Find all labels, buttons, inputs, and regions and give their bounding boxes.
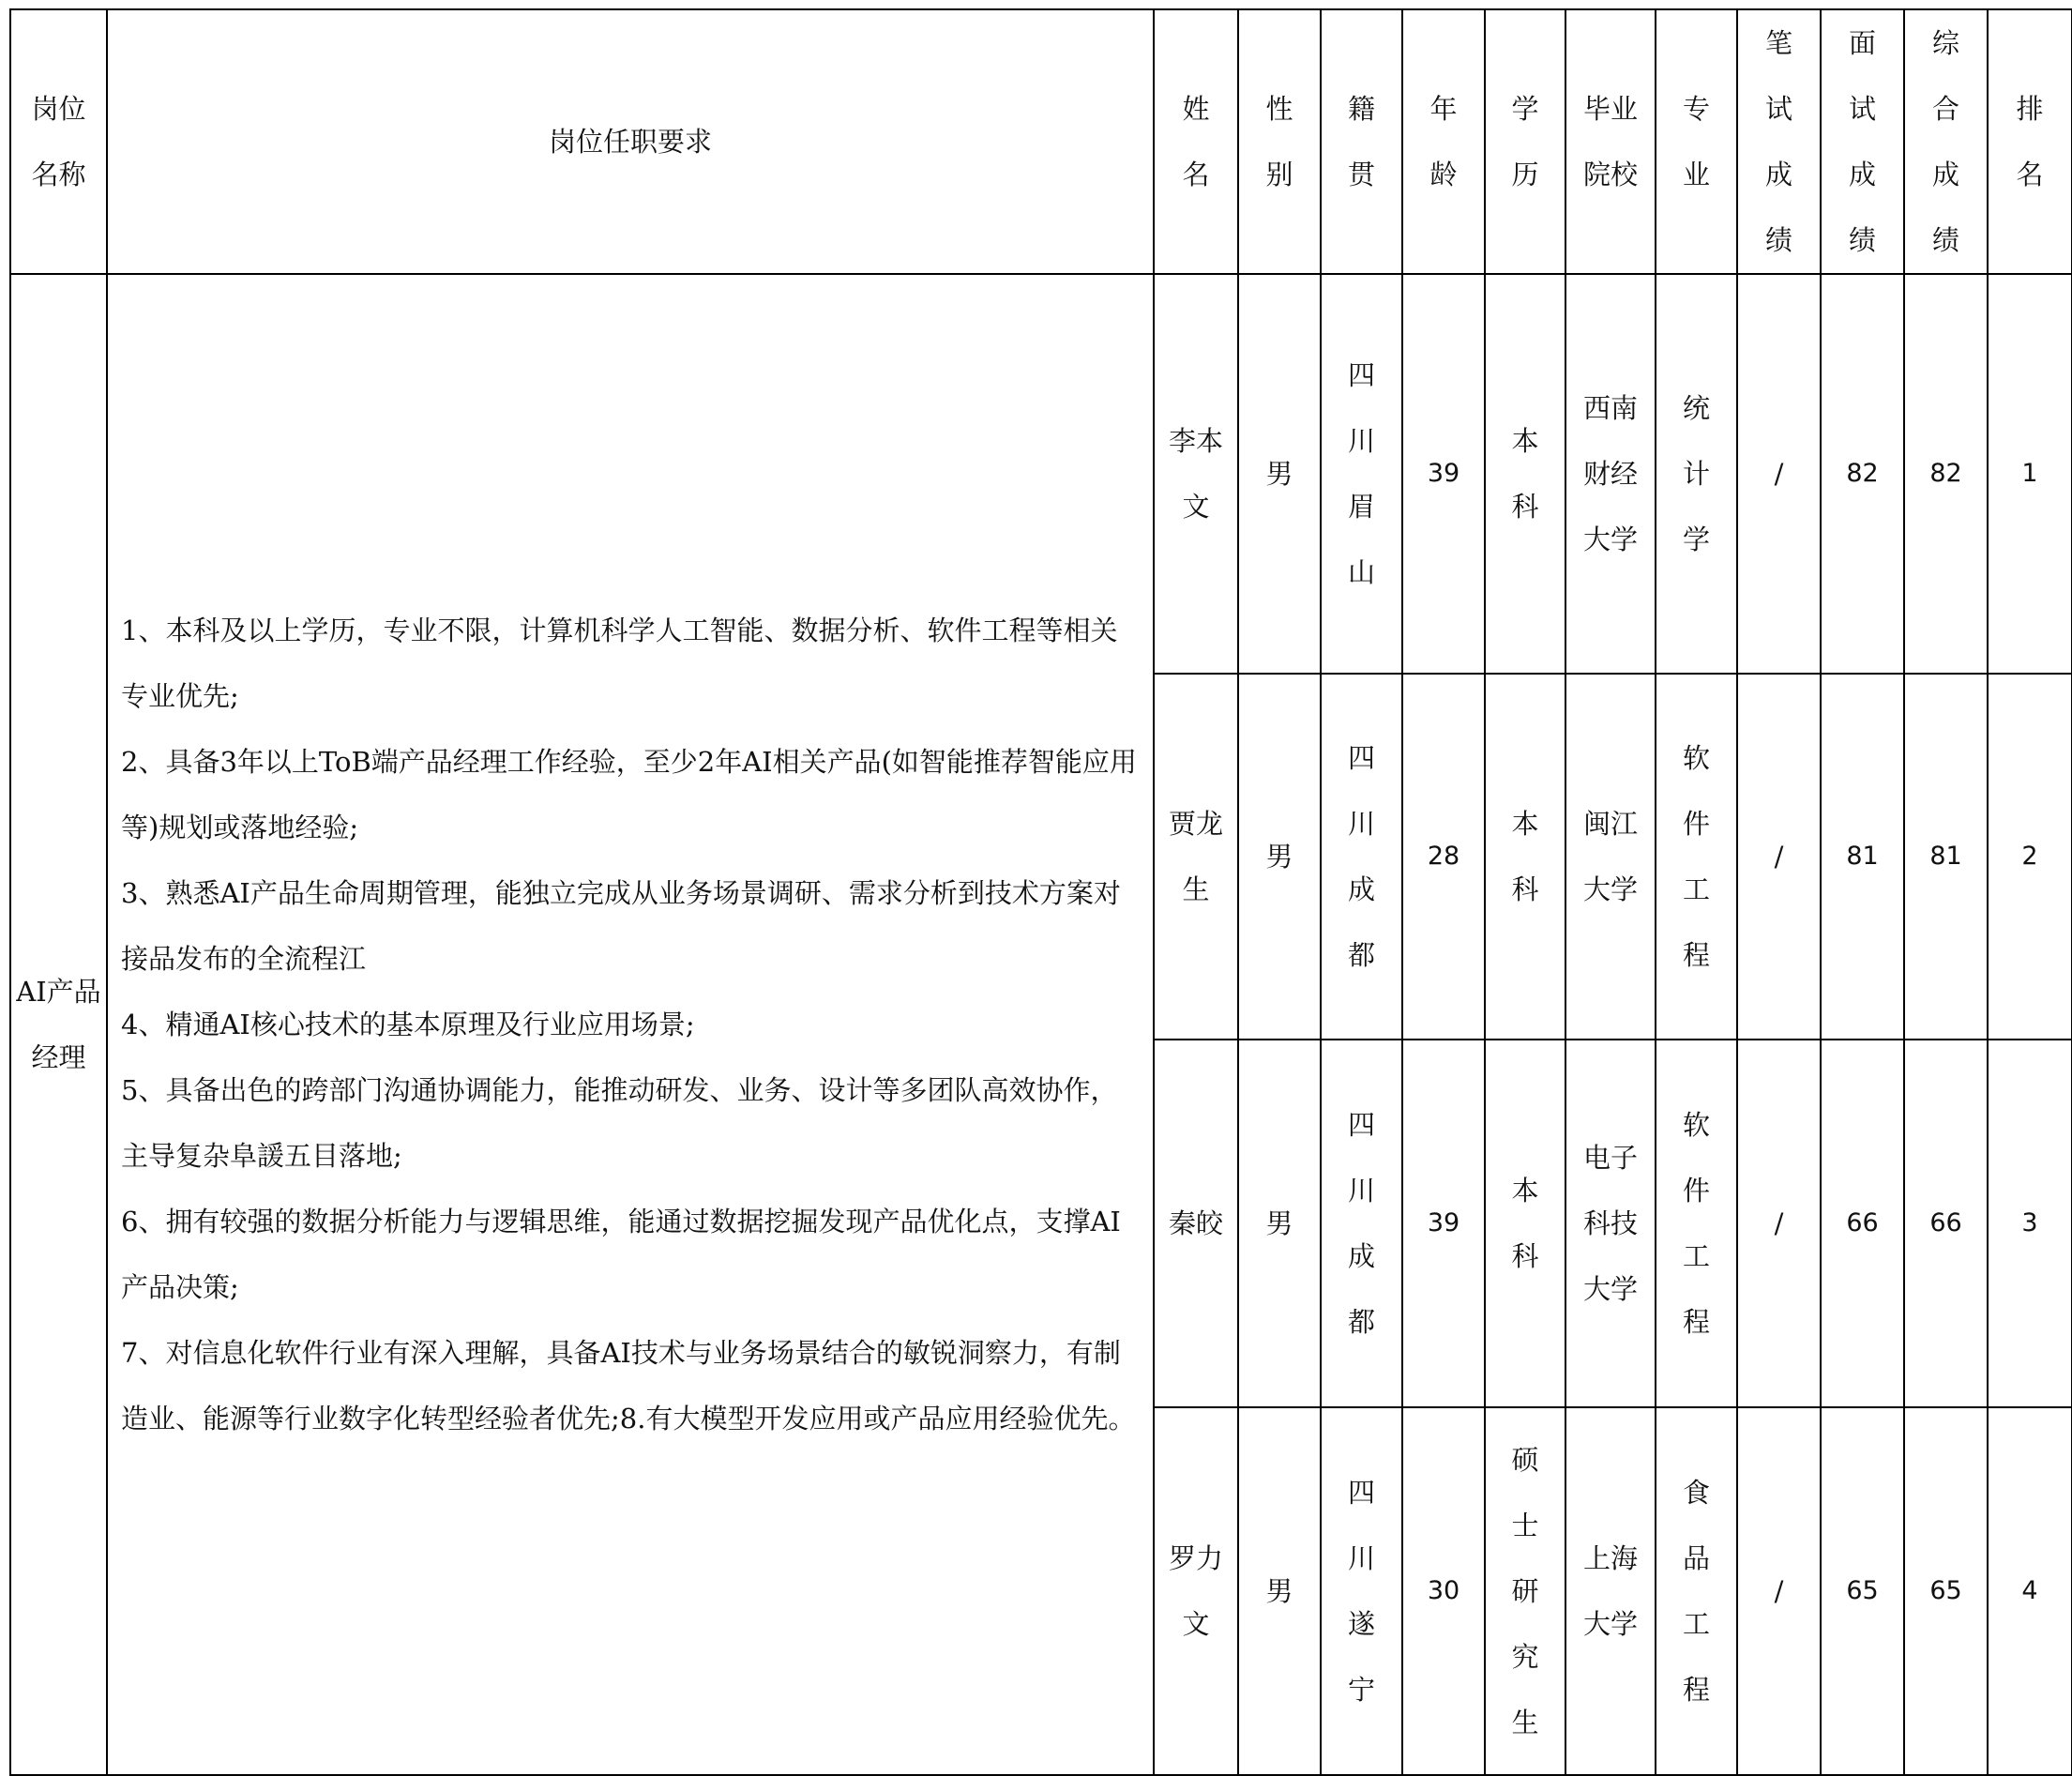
- cell-education: 本科: [1485, 674, 1565, 1040]
- cell-hometown: 四川遂宁: [1321, 1407, 1402, 1775]
- cell-written: /: [1737, 1040, 1821, 1407]
- cell-gender: 男: [1238, 274, 1321, 674]
- cell-age: 39: [1402, 1040, 1485, 1407]
- cell-education: 本科: [1485, 274, 1565, 674]
- header-education: 学历: [1485, 9, 1565, 274]
- cell-gender: 男: [1238, 1407, 1321, 1775]
- header-name: 姓名: [1154, 9, 1238, 274]
- cell-name: 罗力文: [1154, 1407, 1238, 1775]
- cell-interview: 81: [1821, 674, 1904, 1040]
- header-total: 综合成绩: [1904, 9, 1988, 274]
- cell-written: /: [1737, 674, 1821, 1040]
- cell-education: 硕士研究生: [1485, 1407, 1565, 1775]
- header-school: 毕业院校: [1565, 9, 1656, 274]
- cell-total: 82: [1904, 274, 1988, 674]
- cell-hometown: 四川成都: [1321, 674, 1402, 1040]
- cell-gender: 男: [1238, 1040, 1321, 1407]
- header-interview: 面试成绩: [1821, 9, 1904, 274]
- candidate-table: [9, 8, 2072, 1776]
- requirement-item: 7、对信息化软件行业有深入理解，具备AI技术与业务场景结合的敏锐洞察力，有制造业、能源等行业数字化转型经验者优先;8.有大模型开发应用或产品应用经验优先。: [121, 1337, 1136, 1434]
- requirement-item: 2、具备3年以上ToB端产品经理工作经验，至少2年AI相关产品(如智能推荐智能应用等)规划或落地经验;: [121, 746, 1137, 843]
- cell-major: 软件工程: [1656, 1040, 1737, 1407]
- table-row: [10, 274, 2072, 674]
- requirement-item: 4、精通AI核心技术的基本原理及行业应用场景;: [121, 1009, 695, 1040]
- cell-rank: 3: [1988, 1040, 2072, 1407]
- cell-school: 西南财经大学: [1565, 274, 1656, 674]
- cell-major: 统计学: [1656, 274, 1737, 674]
- header-gender: 性别: [1238, 9, 1321, 274]
- cell-gender: 男: [1238, 674, 1321, 1040]
- cell-written: /: [1737, 1407, 1821, 1775]
- cell-hometown: 四川成都: [1321, 1040, 1402, 1407]
- cell-written: /: [1737, 274, 1821, 674]
- requirement-item: 3、熟悉AI产品生命周期管理，能独立完成从业务场景调研、需求分析到技术方案对接品发布的全流程江: [121, 877, 1121, 975]
- cell-name: 贾龙生: [1154, 674, 1238, 1040]
- header-major: 专业: [1656, 9, 1737, 274]
- header-written: 笔试成绩: [1737, 9, 1821, 274]
- header-age: 年龄: [1402, 9, 1485, 274]
- cell-rank: 4: [1988, 1407, 2072, 1775]
- cell-rank: 2: [1988, 674, 2072, 1040]
- cell-hometown: 四川眉山: [1321, 274, 1402, 674]
- cell-total: 81: [1904, 674, 1988, 1040]
- cell-total: 65: [1904, 1407, 1988, 1775]
- cell-school: 上海大学: [1565, 1407, 1656, 1775]
- cell-education: 本科: [1485, 1040, 1565, 1407]
- header-hometown: 籍贯: [1321, 9, 1402, 274]
- header-requirements: 岗位任职要求: [107, 9, 1154, 274]
- cell-interview: 82: [1821, 274, 1904, 674]
- cell-name: 秦皎: [1154, 1040, 1238, 1407]
- requirement-item: 6、拥有较强的数据分析能力与逻辑思维，能通过数据挖掘发现产品优化点，支撑AI产品决策;: [121, 1206, 1121, 1303]
- cell-major: 食品工程: [1656, 1407, 1737, 1775]
- cell-total: 66: [1904, 1040, 1988, 1407]
- header-position: 岗位名称: [10, 9, 107, 274]
- cell-school: 闽江大学: [1565, 674, 1656, 1040]
- cell-interview: 65: [1821, 1407, 1904, 1775]
- requirement-item: 5、具备出色的跨部门沟通协调能力，能推动研发、业务、设计等多团队高效协作，主导复杂阜諼五目落地;: [121, 1074, 1118, 1172]
- cell-rank: 1: [1988, 274, 2072, 674]
- cell-age: 39: [1402, 274, 1485, 674]
- cell-age: 30: [1402, 1407, 1485, 1775]
- cell-age: 28: [1402, 674, 1485, 1040]
- cell-school: 电子科技大学: [1565, 1040, 1656, 1407]
- requirement-item: 1、本科及以上学历，专业不限，计算机科学人工智能、数据分析、软件工程等相关专业优先;: [121, 615, 1118, 712]
- header-rank: 排名: [1988, 9, 2072, 274]
- cell-name: 李本文: [1154, 274, 1238, 674]
- header-row: [10, 9, 2072, 274]
- cell-interview: 66: [1821, 1040, 1904, 1407]
- position-cell: AI产品经理: [10, 274, 107, 1775]
- requirements-cell: [107, 274, 1154, 1775]
- cell-major: 软件工程: [1656, 674, 1737, 1040]
